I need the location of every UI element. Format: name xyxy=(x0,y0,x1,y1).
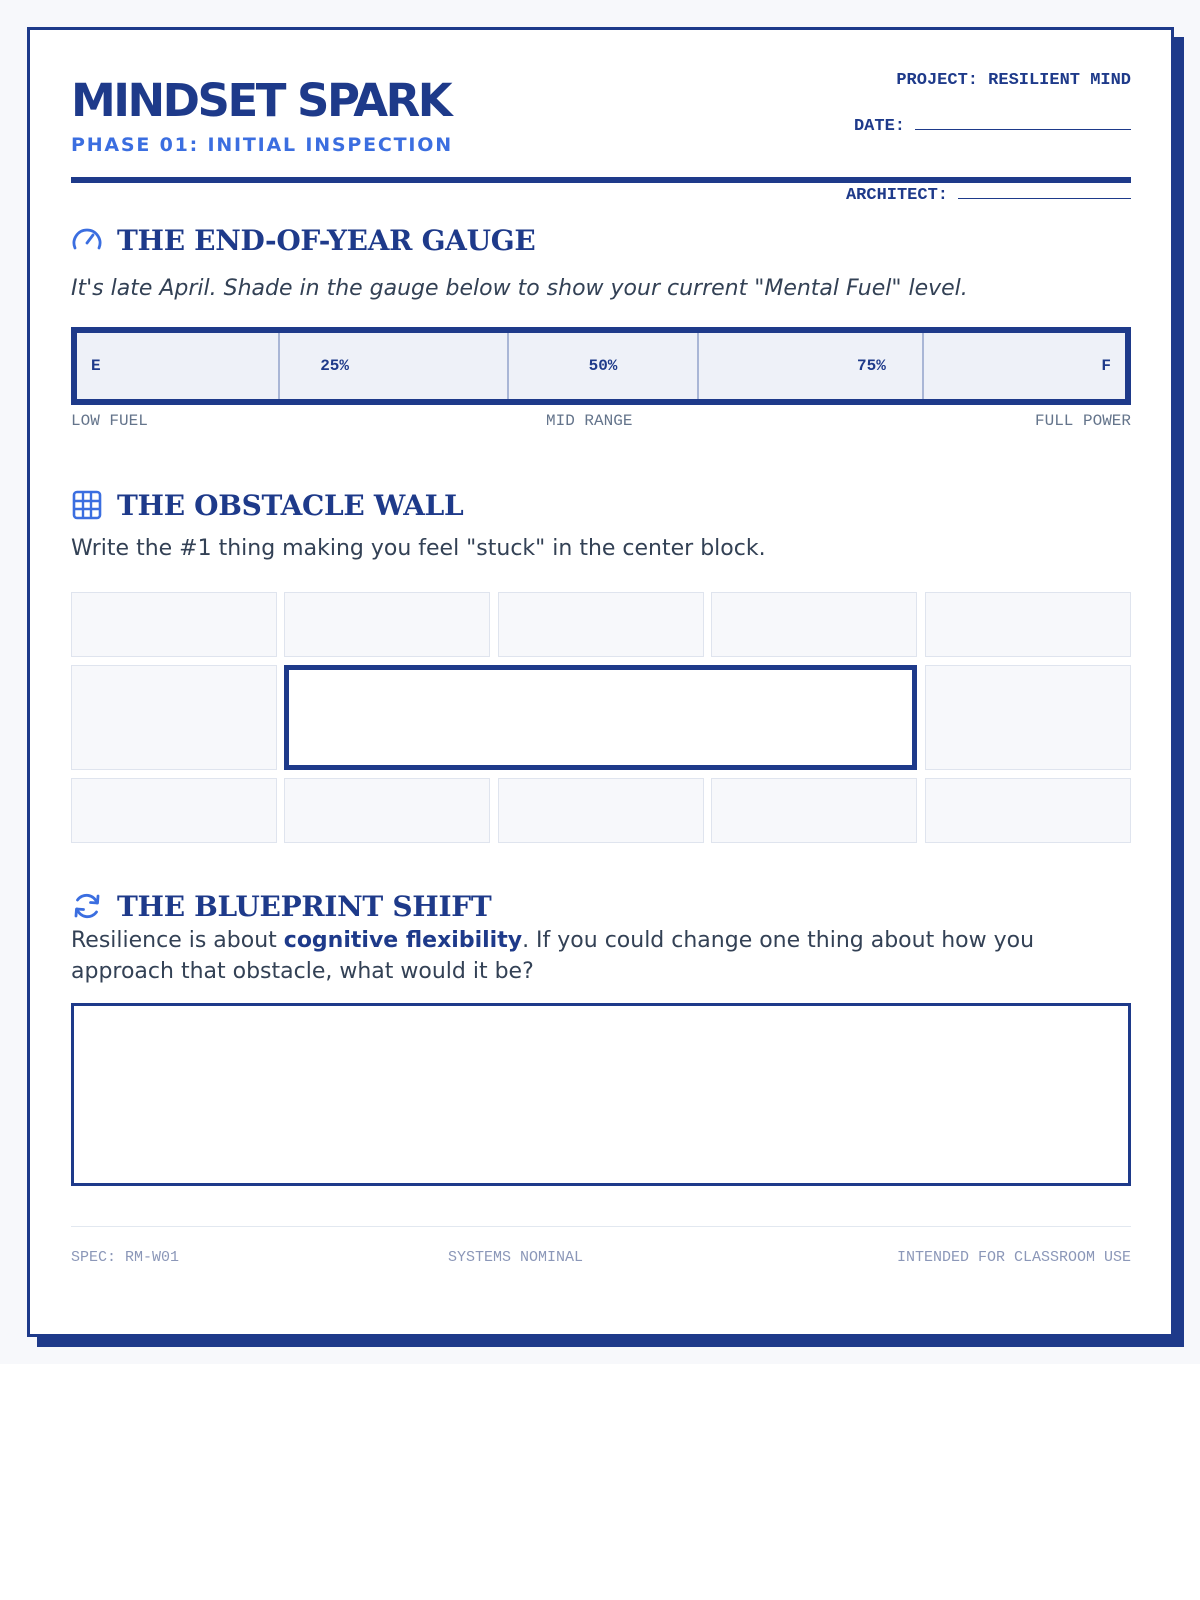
worksheet xyxy=(27,27,1174,1337)
blueprint-answer-box[interactable] xyxy=(71,1003,1131,1186)
obstacle-section-heading xyxy=(71,485,463,525)
wall-brick xyxy=(925,665,1131,770)
gauge-segment-25[interactable]: 25% xyxy=(280,333,509,399)
gauge-prompt: It's late April. Shade in the gauge below to show your current "Mental Fuel" level. xyxy=(71,276,968,301)
phase-subtitle: PHASE 01: INITIAL INSPECTION xyxy=(71,134,453,156)
gauge-icon xyxy=(71,224,103,256)
grid-icon xyxy=(71,489,103,521)
architect-field[interactable] xyxy=(958,184,1131,199)
date-label: DATE: xyxy=(853,117,905,136)
blueprint-prompt-start: Resilience is about xyxy=(71,928,284,953)
obstacle-prompt: Write the #1 thing making you feel "stuck" in the center block. xyxy=(71,536,766,561)
obstacle-center-block[interactable] xyxy=(284,665,917,770)
wall-brick xyxy=(71,592,277,657)
wall-brick xyxy=(71,778,277,843)
gauge-label-mid: MID RANGE xyxy=(546,412,633,430)
gauge-label-high: FULL POWER xyxy=(1034,412,1131,430)
blueprint-prompt xyxy=(71,925,1131,987)
date-row xyxy=(764,92,1131,161)
wall-brick xyxy=(284,778,490,843)
blueprint-section-title: THE BLUEPRINT SHIFT xyxy=(117,889,492,923)
gauge-segment-75[interactable]: 75% xyxy=(699,333,924,399)
blueprint-section-heading xyxy=(71,886,491,926)
wall-brick xyxy=(925,778,1131,843)
blueprint-prompt-emphasis: cognitive flexibility xyxy=(283,928,523,953)
blueprint-prompt-end: . If you could change one thing about how you approach that obstacle, what would it be? xyxy=(71,928,1035,984)
gauge-segment-50[interactable]: 50% xyxy=(509,333,698,399)
project-label: PROJECT: RESILIENT MIND xyxy=(896,71,1131,90)
wall-brick xyxy=(925,592,1131,657)
architect-label: ARCHITECT: xyxy=(845,186,948,205)
footer-spec: SPEC: RM-W01 xyxy=(71,1249,180,1266)
architect-row xyxy=(764,161,1131,230)
footer-divider xyxy=(71,1226,1131,1227)
gauge-section-heading xyxy=(71,220,535,260)
obstacle-section-title: THE OBSTACLE WALL xyxy=(117,488,464,522)
project-meta xyxy=(764,69,1131,230)
footer-usage: INTENDED FOR CLASSROOM USE xyxy=(896,1249,1131,1266)
footer-status: SYSTEMS NOMINAL xyxy=(448,1249,584,1266)
header-divider xyxy=(71,177,1131,183)
wall-brick xyxy=(71,665,277,770)
worksheet-title: MINDSET SPARK xyxy=(71,74,451,127)
wall-brick xyxy=(498,592,704,657)
wall-brick xyxy=(284,592,490,657)
wall-brick xyxy=(498,778,704,843)
worksheet-footer xyxy=(71,1249,1131,1269)
date-field[interactable] xyxy=(915,115,1131,130)
gauge-segment-empty[interactable]: E xyxy=(77,333,280,399)
wall-brick xyxy=(711,592,917,657)
gauge-section-title: THE END-OF-YEAR GAUGE xyxy=(117,223,536,257)
gauge-label-low: LOW FUEL xyxy=(71,412,148,430)
refresh-icon xyxy=(71,890,103,922)
fuel-gauge[interactable] xyxy=(71,327,1131,405)
gauge-segment-full[interactable]: F xyxy=(1101,357,1112,375)
wall-brick xyxy=(711,778,917,843)
